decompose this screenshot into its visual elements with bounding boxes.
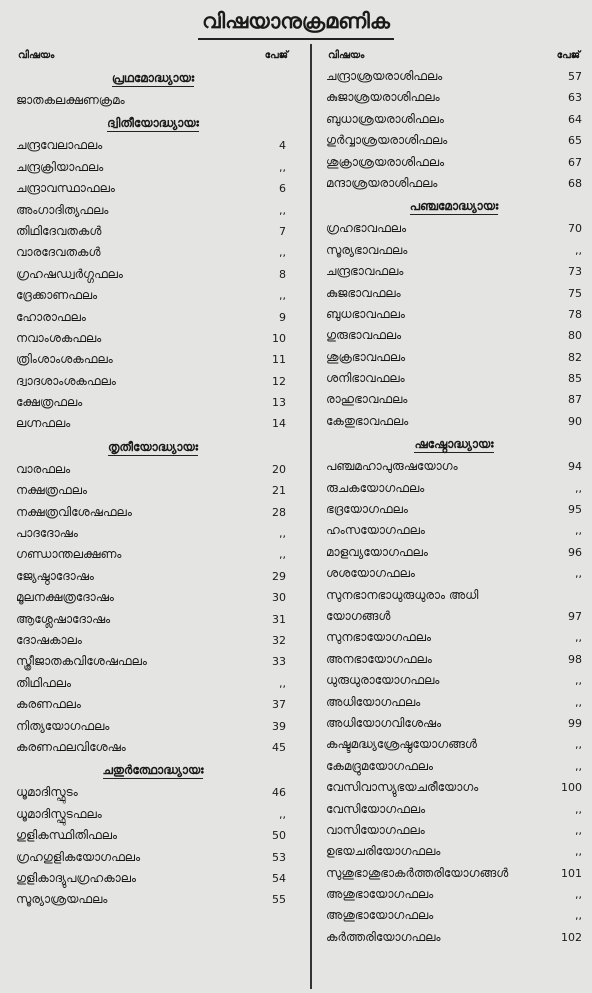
- toc-entry: [324, 261, 584, 282]
- toc-entry: [14, 242, 292, 263]
- toc-entry-title: കുജഭാവഫലം: [326, 285, 401, 300]
- toc-entry: [14, 630, 292, 651]
- toc-entry-page: 57: [568, 70, 582, 83]
- toc-entry: [14, 651, 292, 672]
- toc-entry: [14, 502, 292, 523]
- toc-entry-title: അനഭായോഗഫലം: [326, 651, 432, 666]
- toc-entry: [324, 499, 584, 520]
- toc-entry-title: അധിയോഗവിശേഷം: [326, 715, 442, 730]
- toc-entry-page: 87: [568, 393, 582, 407]
- toc-entry-page: ,,: [279, 246, 286, 260]
- toc-entry-title: ജാതകലക്ഷണക്രമം: [16, 93, 125, 107]
- toc-entry-page: 28: [272, 505, 286, 519]
- toc-entry-page: 29: [272, 569, 286, 583]
- toc-entry-title: ഗുരുഭാവഫലം: [326, 328, 402, 343]
- toc-entry-page: 96: [568, 545, 582, 559]
- toc-entry-title: ശുക്രഭാവഫലം: [326, 349, 406, 364]
- toc-entry-page: 37: [272, 698, 286, 712]
- toc-entry: [324, 325, 584, 346]
- toc-entry-page: 33: [272, 655, 286, 669]
- chapter-heading: [324, 432, 584, 456]
- toc-entry-page: 101: [561, 866, 582, 880]
- toc-entry: [14, 178, 292, 199]
- toc-entry-title: ധൂമാദിസ്ഫുടഫലം: [16, 806, 102, 821]
- toc-entry-title: ശുക്രാശ്രയരാശിഫലം: [326, 154, 445, 169]
- chapter-heading-label: പഞ്ചമോദ്ധ്യായഃ: [409, 199, 499, 214]
- toc-entry: [14, 889, 292, 910]
- toc-entry: [324, 713, 584, 734]
- toc-entry-title: പഞ്ചമഹാപുരുഷയോഗം: [326, 459, 458, 474]
- chapter-heading-label: ഷഷ്ഠോദ്ധ്യായഃ: [414, 437, 494, 452]
- toc-entry-page: 68: [568, 176, 582, 190]
- toc-entry-title: ലഗ്നഫലം: [16, 416, 71, 431]
- toc-entry-title: ശനിഭാവഫലം: [326, 371, 405, 386]
- toc-entry-title: വാസിയോഗഫലം: [326, 822, 425, 837]
- toc-entry-page: ,,: [575, 802, 582, 816]
- toc-entry-title: ശശയോഗഫലം: [326, 566, 415, 581]
- toc-entry: [14, 868, 292, 889]
- toc-entry: [14, 847, 292, 868]
- toc-entry-page: 102: [561, 930, 582, 944]
- column-divider: [310, 44, 312, 989]
- toc-entry-page: 45: [272, 740, 286, 754]
- toc-entry: [324, 863, 584, 884]
- toc-entry: [324, 130, 584, 151]
- toc-entry-title: ജ്യേഷ്ഠാദോഷം: [16, 568, 94, 583]
- toc-entry-page: 30: [272, 591, 286, 605]
- toc-entry-title: ഗുളികാദ്യുപഗ്രഹകാലം: [16, 870, 137, 885]
- right-column-header: [324, 46, 584, 66]
- toc-entry: [14, 285, 292, 306]
- toc-entry-page: ,,: [575, 674, 582, 688]
- page-header: പേജ്: [556, 50, 580, 61]
- toc-entry-page: ,,: [575, 909, 582, 923]
- toc-entry: [14, 825, 292, 846]
- toc-entry-title: നക്ഷത്രവിശേഷഫലം: [16, 504, 132, 519]
- toc-entry: [324, 411, 584, 432]
- toc-entry: [324, 905, 584, 926]
- toc-entry-page: 12: [272, 374, 286, 388]
- toc-entry-title: ധൂമാദിസ്ഫുടം: [16, 785, 78, 800]
- toc-entry-title: ദ്വാദശാംശകഫലം: [16, 373, 116, 388]
- chapter-heading: [14, 66, 292, 90]
- toc-entry-page: 94: [568, 460, 582, 474]
- toc-entry: [324, 585, 584, 606]
- toc-entry-title: മൂലനക്ഷത്രദോഷം: [16, 590, 114, 605]
- toc-entry: [324, 87, 584, 108]
- toc-right-column: [324, 46, 584, 948]
- toc-entry: [14, 135, 292, 156]
- toc-entry: [324, 347, 584, 368]
- toc-entry: [14, 694, 292, 715]
- toc-entry-title: സുനഭാനഭാധുരുധുരാം അധി: [326, 587, 479, 602]
- toc-entry-title: ഹോരാഫലം: [16, 309, 86, 324]
- toc-entry: [324, 670, 584, 691]
- toc-entry-title: ഭദ്രയോഗഫലം: [326, 502, 408, 517]
- chapter-heading: [324, 194, 584, 218]
- toc-entry: [14, 587, 292, 608]
- toc-entry: [324, 627, 584, 648]
- toc-entry-title: ദോഷകാലം: [16, 632, 82, 647]
- toc-entry: [14, 349, 292, 370]
- toc-entry-title: രാഹുഭാവഫലം: [326, 392, 408, 407]
- toc-entry-page: 53: [272, 850, 286, 864]
- toc-entry-title: കേതുഭാവഫലം: [326, 413, 409, 428]
- toc-entry-page: 4: [279, 139, 286, 153]
- toc-entry-title: പാദദോഷം: [16, 526, 78, 541]
- chapter-heading: [14, 435, 292, 459]
- toc-entry-title: ചന്ദ്രവേലാഫലം: [16, 138, 103, 153]
- toc-entry: [324, 389, 584, 410]
- right-entry-list: [324, 66, 584, 948]
- subject-header: വിഷയം: [328, 50, 365, 61]
- toc-entry: [324, 218, 584, 239]
- toc-entry-title: വേസിവാസ്യുഭയചരീയോഗം: [326, 780, 479, 795]
- toc-entry-page: 73: [568, 265, 582, 279]
- toc-entry-title: അധിയോഗഫലം: [326, 694, 421, 709]
- toc-entry-page: 21: [272, 484, 286, 498]
- toc-entry: [324, 563, 584, 584]
- toc-entry-page: 63: [568, 91, 582, 105]
- toc-entry-page: 13: [272, 396, 286, 410]
- toc-entry-page: ,,: [575, 631, 582, 645]
- toc-entry: [14, 307, 292, 328]
- toc-entry-title: ചന്ദ്രഭാവഫലം: [326, 264, 404, 279]
- toc-entry-page: 85: [568, 372, 582, 386]
- toc-entry-title: അശുഭായോഗഫലം: [326, 887, 434, 902]
- toc-entry: [324, 606, 584, 627]
- toc-entry-page: ,,: [575, 738, 582, 752]
- toc-entry-title: ഗ്രഹഭാവഫലം: [326, 221, 407, 236]
- toc-entry-title: തിഥിഫലം: [16, 675, 72, 690]
- toc-entry-title: കർത്തരിയോഗഫലം: [326, 929, 441, 944]
- toc-entry: [324, 841, 584, 862]
- left-column-header: [14, 46, 292, 66]
- toc-entry-page: 10: [272, 331, 286, 345]
- toc-entry: [14, 413, 292, 434]
- chapter-heading-label: ചതുർത്ഥോദ്ധ്യായഃ: [102, 763, 204, 778]
- toc-left-column: [14, 46, 292, 911]
- toc-entry: [14, 716, 292, 737]
- toc-entry-title: കേമദ്രുമയോഗഫലം: [326, 758, 434, 773]
- chapter-heading-label: പ്രഥമോദ്ധ്യായഃ: [111, 71, 195, 85]
- toc-entry: [14, 480, 292, 501]
- toc-entry-title: സൂര്യാശ്രയഫലം: [16, 892, 108, 907]
- toc-entry-page: 14: [272, 417, 286, 431]
- toc-entry-title: വാരഫലം: [16, 461, 71, 476]
- toc-entry-title: ഗുർവ്വാശ്രയരാശിഫലം: [326, 133, 448, 148]
- toc-entry: [324, 649, 584, 670]
- toc-entry-page: 50: [272, 829, 286, 843]
- toc-entry-page: ,,: [575, 481, 582, 495]
- toc-entry: [14, 371, 292, 392]
- toc-entry-page: 64: [568, 112, 582, 126]
- toc-entry-title: കഷ്ടമദ്ധ്യശ്രേഷ്ഠയോഗങ്ങൾ: [326, 737, 477, 752]
- toc-entry-page: ,,: [575, 823, 582, 837]
- toc-entry-page: 8: [279, 267, 286, 281]
- toc-entry: [324, 283, 584, 304]
- subject-header: വിഷയം: [18, 50, 55, 61]
- toc-entry-page: 11: [272, 353, 286, 367]
- toc-entry-page: 98: [568, 652, 582, 666]
- toc-entry-title: വേസിയോഗഫലം: [326, 801, 426, 816]
- toc-entry-title: കരണഫലവിശേഷം: [16, 739, 126, 754]
- toc-entry-title: കുജാശ്രയരാശിഫലം: [326, 90, 440, 105]
- toc-entry: [14, 221, 292, 242]
- toc-entry: [324, 240, 584, 261]
- toc-entry: [14, 609, 292, 630]
- toc-entry-page: ,,: [279, 807, 286, 821]
- toc-entry-title: ദ്രേക്കാണഫലം: [16, 288, 98, 303]
- toc-entry: [324, 542, 584, 563]
- toc-entry-title: ബുധാശ്രയരാശിഫലം: [326, 111, 444, 126]
- toc-entry: [324, 152, 584, 173]
- toc-entry-title: സുശുഭാശുഭാകർത്തരിയോഗങ്ങൾ: [326, 865, 509, 880]
- toc-entry-page: ,,: [575, 759, 582, 773]
- toc-entry-page: 78: [568, 307, 582, 321]
- toc-entry: [324, 109, 584, 130]
- toc-entry: [14, 566, 292, 587]
- toc-entry-page: 80: [568, 329, 582, 343]
- toc-entry-title: ഉഭയചരിയോഗഫലം: [326, 844, 441, 859]
- toc-entry: [14, 523, 292, 544]
- toc-entry-page: 95: [568, 503, 582, 517]
- toc-entry-page: 82: [568, 350, 582, 364]
- toc-entry: [324, 368, 584, 389]
- toc-entry-page: ,,: [575, 243, 582, 257]
- chapter-heading: [14, 758, 292, 782]
- toc-entry: [14, 200, 292, 221]
- toc-entry-page: 32: [272, 633, 286, 647]
- toc-entry-page: 65: [568, 134, 582, 148]
- toc-entry-page: ,,: [279, 548, 286, 562]
- toc-entry-title: അശുഭായോഗഫലം: [326, 908, 434, 923]
- toc-entry: [324, 927, 584, 948]
- toc-entry-page: 31: [272, 612, 286, 626]
- toc-entry: [324, 173, 584, 194]
- toc-entry-page: 39: [272, 719, 286, 733]
- toc-entry-title: തിഥിദേവതകൾ: [16, 223, 102, 238]
- toc-entry-page: ,,: [575, 695, 582, 709]
- toc-entry-page: 9: [279, 310, 286, 324]
- toc-entry-title: നക്ഷത്രഫലം: [16, 483, 88, 498]
- toc-entry: [324, 820, 584, 841]
- left-entry-list: [14, 66, 292, 911]
- toc-entry-page: 90: [568, 414, 582, 428]
- toc-entry-title: ചന്ദ്രക്രിയാഫലം: [16, 159, 104, 174]
- toc-entry: [14, 459, 292, 480]
- chapter-heading-label: തൃതീയോദ്ധ്യായഃ: [107, 439, 198, 454]
- toc-entry-title: ധുരുധുരായോഗഫലം: [326, 673, 440, 688]
- toc-entry: [14, 392, 292, 413]
- toc-entry-title: ആശ്ലേഷാദോഷം: [16, 611, 111, 626]
- toc-entry-title: ഗ്രഹഷഡ്വർഗ്ഗഫലം: [16, 266, 123, 281]
- chapter-heading: [14, 111, 292, 135]
- toc-entry-page: 75: [568, 286, 582, 300]
- toc-entry-title: സ്ത്രീജാതകവിശേഷഫലം: [16, 654, 147, 669]
- toc-entry-page: 100: [561, 781, 582, 795]
- toc-entry: [14, 673, 292, 694]
- toc-entry: [324, 456, 584, 477]
- toc-entry-title: ബുധഭാവഫലം: [326, 306, 405, 321]
- toc-entry-title: ചന്ദ്രാവസ്ഥാഫലം: [16, 181, 115, 196]
- toc-entry-page: 55: [272, 893, 286, 907]
- toc-entry-page: ,,: [575, 567, 582, 581]
- toc-entry-title: നവാംശകഫലം: [16, 330, 102, 345]
- page-title: [0, 6, 592, 40]
- toc-entry: [14, 90, 292, 111]
- toc-entry: [324, 66, 584, 87]
- toc-entry-page: 46: [272, 786, 286, 800]
- toc-entry-page: ,,: [279, 203, 286, 217]
- toc-entry-page: ,,: [279, 527, 286, 541]
- page-title-text: വിഷയാനുക്രമണിക: [198, 6, 394, 40]
- toc-entry: [14, 544, 292, 565]
- toc-entry-title: ഗുളികസ്ഥിതിഫലം: [16, 828, 117, 843]
- toc-entry-page: 97: [568, 609, 582, 623]
- toc-entry-title: സുനഭായോഗഫലം: [326, 630, 432, 645]
- toc-entry-title: അംഗാദിത്യഫലം: [16, 202, 109, 217]
- toc-entry-title: രുചകയോഗഫലം: [326, 480, 425, 495]
- toc-entry-title: ത്രിംശാംശകഫലം: [16, 352, 113, 367]
- toc-entry-page: ,,: [279, 676, 286, 690]
- toc-entry: [324, 478, 584, 499]
- toc-entry-page: 67: [568, 155, 582, 169]
- toc-entry-title: ഗണ്ഡാന്തലക്ഷണം: [16, 547, 122, 562]
- toc-entry-page: ,,: [279, 160, 286, 174]
- toc-entry-page: 7: [279, 224, 286, 238]
- toc-entry-title: കരണഫലം: [16, 697, 81, 712]
- toc-entry-page: ,,: [575, 524, 582, 538]
- chapter-heading-label: ദ്വിതീയോദ്ധ്യായഃ: [107, 116, 199, 131]
- toc-entry: [14, 328, 292, 349]
- page-header: പേജ്: [264, 50, 288, 61]
- toc-entry: [324, 799, 584, 820]
- toc-entry: [14, 157, 292, 178]
- toc-entry-title: മാളവ്യയോഗഫലം: [326, 544, 428, 559]
- toc-entry-title: യോഗങ്ങൾ: [326, 608, 391, 623]
- toc-entry: [324, 520, 584, 541]
- toc-entry-title: ഹംസയോഗഫലം: [326, 523, 425, 538]
- toc-entry: [14, 737, 292, 758]
- toc-entry-title: ചന്ദ്രാശ്രയരാശിഫലം: [326, 69, 443, 83]
- toc-entry: [14, 804, 292, 825]
- toc-entry: [324, 692, 584, 713]
- toc-entry: [14, 264, 292, 285]
- toc-entry-page: 99: [568, 716, 582, 730]
- toc-entry: [324, 756, 584, 777]
- toc-entry-title: ഗ്രഹഗുളികയോഗഫലം: [16, 849, 141, 864]
- toc-entry: [324, 884, 584, 905]
- toc-entry: [14, 782, 292, 803]
- toc-entry-page: 54: [272, 871, 286, 885]
- toc-entry: [324, 777, 584, 798]
- toc-entry: [324, 734, 584, 755]
- toc-entry-page: 70: [568, 222, 582, 236]
- toc-entry-page: 20: [272, 462, 286, 476]
- toc-entry-title: മന്ദാശ്രയരാശിഫലം: [326, 175, 438, 190]
- toc-entry-page: ,,: [279, 289, 286, 303]
- toc-entry: [324, 304, 584, 325]
- toc-entry-title: ക്ഷേത്രഫലം: [16, 395, 83, 410]
- toc-entry-title: വാരദേവതകൾ: [16, 245, 101, 260]
- toc-entry-page: 6: [279, 182, 286, 196]
- toc-entry-page: ,,: [575, 888, 582, 902]
- toc-entry-title: സൂര്യഭാവഫലം: [326, 242, 408, 257]
- toc-entry-title: നിത്യയോഗഫലം: [16, 718, 110, 733]
- toc-entry-page: ,,: [575, 845, 582, 859]
